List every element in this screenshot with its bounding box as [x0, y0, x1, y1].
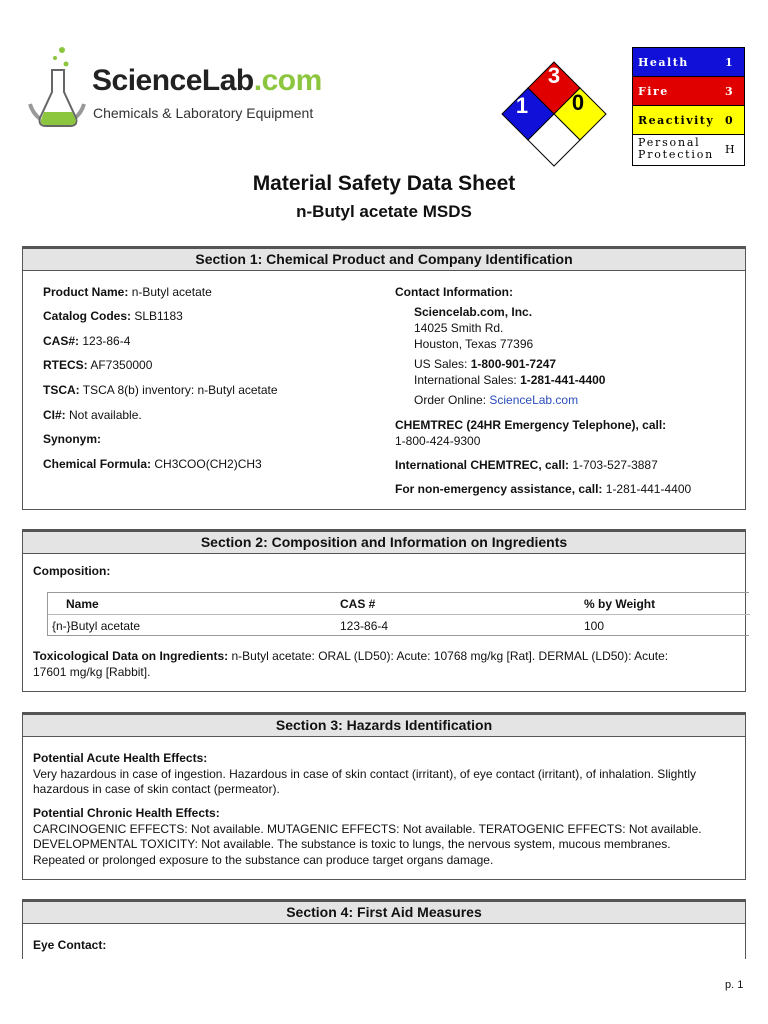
chronic-health-effects: Potential Chronic Health Effects: CARCINOGENIC EFFECTS: Not available. MUTAGENIC EFFECTS: Not available. TERATOGENIC EFFECTS: Not available. DEVELOPMENTAL TOXICITY: Not available. The substance is toxic to lungs, the nervous system, mucous membranes. Repeated or prolonged exposure to the substance can produce target organs damage.	[33, 806, 702, 867]
address-line-1: 14025 Smith Rd.	[414, 321, 504, 335]
hmis-protection-label: Personal Protection	[638, 136, 715, 161]
contact-info-label: Contact Information:	[395, 285, 513, 299]
table-cell-cas: 123-86-4	[340, 619, 389, 633]
ingredients-table	[47, 592, 749, 636]
hmis-protection-row	[633, 135, 744, 165]
table-cell-weight: 100	[584, 619, 605, 633]
document-subtitle: n-Butyl acetate MSDS	[296, 202, 472, 221]
toxicological-data: Toxicological Data on Ingredients: n-Butyl acetate: ORAL (LD50): Acute: 10768 mg/kg [Rat]. DERMAL (LD50): Acute: 17601 mg/kg [Rabbit].	[33, 649, 669, 679]
tsca: TSCA: TSCA 8(b) inventory: n-Butyl acetate	[43, 383, 278, 397]
section-1	[22, 246, 746, 510]
hmis-fire-value: 3	[725, 85, 735, 98]
sciencelab-link[interactable]: ScienceLab.com	[489, 393, 579, 407]
address-line-2: Houston, Texas 77396	[414, 337, 534, 351]
non-emergency: For non-emergency assistance, call: 1-281-441-4400	[395, 482, 692, 496]
hmis-health-label: Health	[638, 56, 689, 69]
hmis-reactivity-label: Reactivity	[638, 114, 715, 127]
nfpa-diamond	[500, 60, 608, 168]
section-3	[22, 712, 746, 880]
eye-contact-label: Eye Contact:	[33, 938, 107, 952]
hmis-rating-table	[632, 47, 745, 166]
us-sales: US Sales: 1-800-901-7247	[414, 357, 557, 371]
logo-tagline: Chemicals & Laboratory Equipment	[93, 105, 314, 121]
section-2-title: Section 2: Composition and Information on Ingredients	[23, 530, 745, 554]
section-4	[22, 899, 746, 959]
nfpa-health-value: 1	[515, 93, 529, 118]
cas-number: CAS#: 123-86-4	[43, 334, 131, 348]
table-header-weight: % by Weight	[584, 597, 656, 611]
rtecs: RTECS: AF7350000	[43, 358, 153, 372]
page-number: p. 1	[725, 979, 744, 991]
hmis-reactivity-row	[633, 106, 744, 135]
hmis-protection-value: H	[725, 143, 737, 156]
logo-brand: ScienceLab.com	[92, 64, 322, 97]
section-2	[22, 529, 746, 692]
acute-health-effects: Potential Acute Health Effects: Very hazardous in case of ingestion. Hazardous in case of skin contact (irritant), of eye contact (irritant), of inhalation. Slightly hazardous in case of skin contact (permeator).	[33, 751, 696, 796]
hmis-fire-row	[633, 77, 744, 106]
international-sales: International Sales: 1-281-441-4400	[414, 373, 606, 387]
table-header-cas: CAS #	[340, 597, 376, 611]
hmis-fire-label: Fire	[638, 85, 669, 98]
hmis-health-value: 1	[725, 56, 735, 69]
nfpa-reactivity-value: 0	[571, 90, 585, 115]
chemtrec-label: CHEMTREC (24HR Emergency Telephone), call:	[395, 418, 667, 432]
chemical-formula: Chemical Formula: CH3COO(CH2)CH3	[43, 457, 262, 471]
composition-label: Composition:	[33, 564, 111, 578]
document-title: Material Safety Data Sheet	[252, 172, 516, 195]
chemtrec-number: 1-800-424-9300	[395, 434, 481, 448]
section-3-title: Section 3: Hazards Identification	[23, 713, 745, 737]
section-4-title: Section 4: First Aid Measures	[23, 900, 745, 924]
ci-number: CI#: Not available.	[43, 408, 142, 422]
catalog-codes: Catalog Codes: SLB1183	[43, 309, 183, 323]
sciencelab-logo	[22, 44, 322, 136]
order-online: Order Online: ScienceLab.com	[414, 393, 579, 407]
table-cell-name: {n-}Butyl acetate	[52, 619, 141, 633]
table-divider	[48, 614, 750, 615]
hmis-reactivity-value: 0	[725, 114, 735, 127]
hmis-health-row	[633, 48, 744, 77]
table-header-name: Name	[66, 597, 99, 611]
section-1-title: Section 1: Chemical Product and Company Identification	[23, 247, 745, 271]
nfpa-fire-value: 3	[547, 63, 561, 88]
company-name: Sciencelab.com, Inc.	[414, 305, 533, 319]
intl-chemtrec: International CHEMTREC, call: 1-703-527-3887	[395, 458, 658, 472]
flask-icon	[22, 44, 94, 136]
synonym: Synonym:	[43, 432, 102, 446]
product-name: Product Name: n-Butyl acetate	[43, 285, 212, 299]
